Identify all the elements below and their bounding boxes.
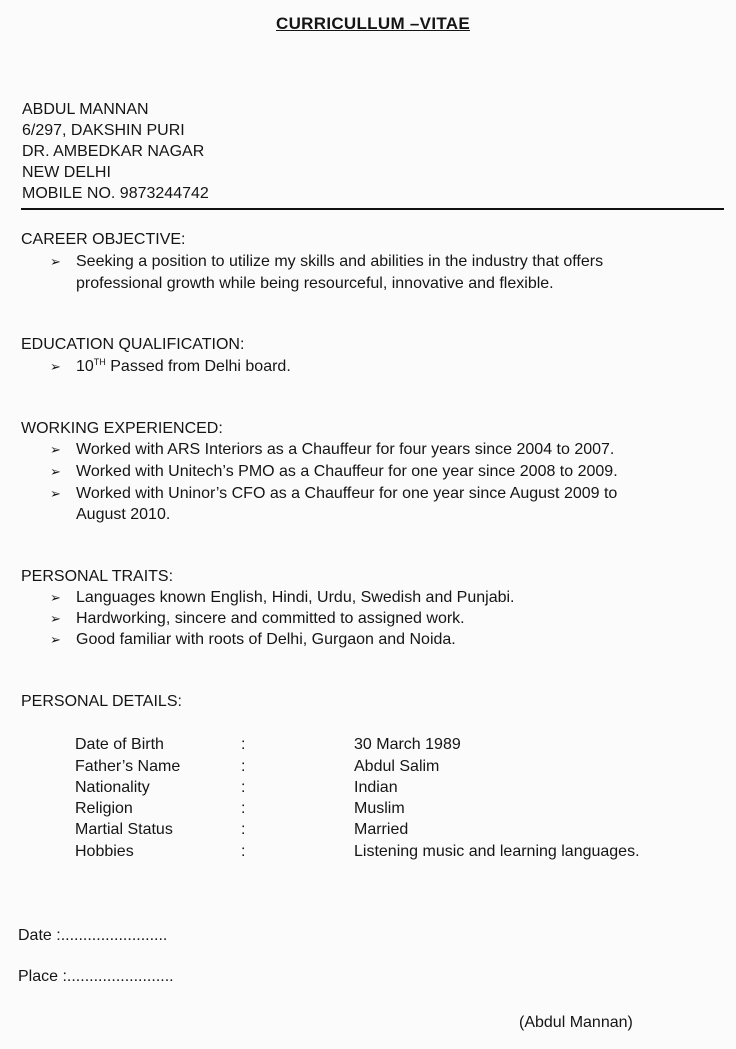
education-item: [50, 357, 291, 376]
experience-item: [50, 441, 614, 459]
experience-item: [50, 463, 618, 481]
detail-separator: :: [241, 779, 246, 796]
detail-label: Date of Birth: [75, 736, 164, 753]
career-objective-line-1: Seeking a position to utilize my skills and abilities in the industry that offers: [76, 253, 604, 270]
arrow-bullet-icon: ➢: [50, 359, 61, 374]
detail-value: Indian: [354, 779, 398, 796]
arrow-bullet-icon: ➢: [50, 254, 61, 269]
header-divider: [21, 208, 724, 210]
detail-label: Hobbies: [75, 843, 134, 860]
detail-label: Martial Status: [75, 821, 173, 838]
trait-text: Languages known English, Hindi, Urdu, Swedish and Punjabi.: [76, 589, 515, 606]
trait-text: Hardworking, sincere and committed to assigned work.: [76, 610, 465, 627]
detail-value: Listening music and learning languages.: [354, 843, 640, 860]
arrow-bullet-icon: ➢: [50, 611, 61, 626]
detail-value: Married: [354, 821, 409, 838]
detail-label: Religion: [75, 800, 133, 817]
address-city: NEW DELHI: [22, 164, 111, 181]
detail-separator: :: [241, 821, 246, 838]
career-objective-item: [50, 253, 603, 271]
education-text: [76, 357, 291, 376]
address-line-2: DR. AMBEDKAR NAGAR: [22, 143, 205, 160]
trait-item: [50, 610, 465, 628]
detail-value: Muslim: [354, 800, 405, 817]
experience-heading: WORKING EXPERIENCED:: [21, 420, 223, 437]
detail-value: 30 March 1989: [354, 736, 461, 753]
education-detail: Passed from Delhi board.: [105, 358, 291, 375]
address-line-1: 6/297, DAKSHIN PURI: [22, 122, 185, 139]
mobile-number: MOBILE NO. 9873244742: [22, 185, 209, 202]
career-objective-heading: CAREER OBJECTIVE:: [21, 231, 186, 248]
experience-continuation: August 2010.: [76, 506, 171, 523]
place-field: Place :........................: [18, 968, 174, 985]
detail-separator: :: [241, 800, 246, 817]
experience-text: Worked with Uninor’s CFO as a Chauffeur for one year since August 2009 to: [76, 485, 618, 502]
experience-text: Worked with Unitech’s PMO as a Chauffeur for one year since 2008 to 2009.: [76, 463, 618, 480]
detail-label: Nationality: [75, 779, 150, 796]
detail-separator: :: [241, 843, 246, 860]
detail-separator: :: [241, 736, 246, 753]
education-heading: EDUCATION QUALIFICATION:: [21, 336, 245, 353]
trait-item: [50, 631, 456, 649]
date-field: Date :........................: [18, 927, 168, 944]
arrow-bullet-icon: ➢: [50, 486, 61, 501]
experience-item: [50, 485, 617, 503]
detail-label: Father’s Name: [75, 758, 181, 775]
trait-text: Good familiar with roots of Delhi, Gurgaon and Noida.: [76, 631, 456, 648]
document-title: CURRICULLUM –VITAE: [276, 14, 470, 33]
trait-item: [50, 589, 515, 607]
arrow-bullet-icon: ➢: [50, 442, 61, 457]
education-grade: 10: [76, 358, 94, 375]
applicant-name: ABDUL MANNAN: [22, 101, 149, 118]
detail-value: Abdul Salim: [354, 758, 440, 775]
experience-text: Worked with ARS Interiors as a Chauffeur for four years since 2004 to 2007.: [76, 441, 615, 458]
detail-separator: :: [241, 758, 246, 775]
traits-heading: PERSONAL TRAITS:: [21, 568, 174, 585]
arrow-bullet-icon: ➢: [50, 632, 61, 647]
details-heading: PERSONAL DETAILS:: [21, 693, 182, 710]
education-grade-suffix: TH: [93, 357, 106, 367]
arrow-bullet-icon: ➢: [50, 464, 61, 479]
arrow-bullet-icon: ➢: [50, 590, 61, 605]
signature-name: (Abdul Mannan): [519, 1014, 633, 1031]
career-objective-line-2: professional growth while being resourceful, innovative and flexible.: [76, 275, 554, 292]
